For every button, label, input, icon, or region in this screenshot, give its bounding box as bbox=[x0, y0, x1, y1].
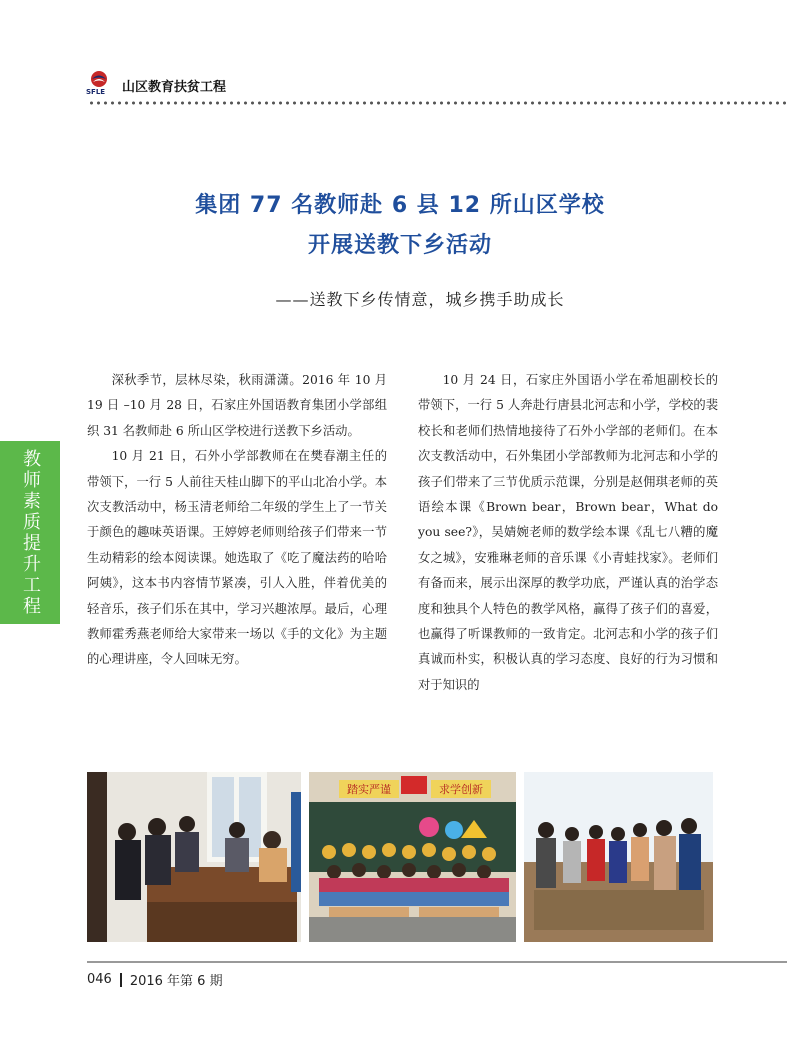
page-number: 046 bbox=[87, 972, 112, 987]
article-title-line1: 集团 77 名教师赴 6 县 12 所山区学校 bbox=[195, 193, 605, 218]
header-dotted-divider bbox=[88, 100, 788, 106]
page-header bbox=[88, 70, 226, 100]
article-subtitle: ——送教下乡传情意，城乡携手助成长 bbox=[275, 290, 565, 309]
article-title-line2: 开展送教下乡活动 bbox=[307, 233, 492, 258]
body-column-right bbox=[418, 368, 718, 698]
classroom-banner-left: 踏实严谨 bbox=[347, 783, 391, 796]
body-column-left bbox=[87, 368, 387, 673]
page-footer bbox=[87, 970, 223, 989]
issue-label: 2016 年第 6 期 bbox=[129, 974, 223, 989]
logo-text: SFLE bbox=[86, 88, 106, 96]
logo-swirl-icon bbox=[89, 70, 109, 88]
footer-divider bbox=[87, 961, 787, 963]
photo-meeting-room bbox=[87, 772, 301, 942]
footer-separator bbox=[120, 973, 122, 987]
paragraph: 深秋季节，层林尽染，秋雨潇潇。2016 年 10 月 19 日 –10 月 28 日，石家庄外国语教育集团小学部组织 31 名教师赴 6 所山区学校进行送教下乡活动。 bbox=[87, 373, 387, 438]
photo-outdoor-group bbox=[524, 772, 713, 942]
section-title: 山区教育扶贫工程 bbox=[122, 79, 227, 95]
paragraph: 10 月 21 日，石外小学部教师在在樊春潮主任的带领下，一行 5 人前往天桂山脚下的平山北冶小学。本次支教活动中，杨玉清老师给二年级的学生上了一节关于颜色的趣味英语课。王婷婷老师则给孩子们带来一节生动精彩的绘本阅读课。她选取了《吃了魔法药的哈哈阿姨》，这本书内容情节紧凑，引人入胜，伴着优美的轻音乐，孩子们乐在其中，学习兴趣浓厚。最后，心理教师霍秀燕老师给大家带来一场以《手的文化》为主题的心理讲座，令人回味无穷。 bbox=[87, 449, 387, 667]
photo-strip bbox=[87, 772, 713, 942]
photo-classroom bbox=[309, 772, 516, 942]
paragraph: 10 月 24 日，石家庄外国语小学在希旭副校长的带领下，一行 5 人奔赴行唐县北河志和小学，学校的裴校长和老师们热情地接待了石外小学部的老师们。在本次支教活动中，石外集团小学部教师为北河志和小学的孩子们带来了三节优质示范课，分别是赵佣琪老师的英语绘本课《Brown bear，Brown bear，What do you see?》，吴婧婉老师的数学绘本课《乱七八糟的魔女之城》，安雅琳老师的音乐课《小青蛙找家》。老师们有备而来，展示出深厚的教学功底，严谨认真的治学态度和独具个人特色的教学风格，赢得了孩子们的喜爱，也赢得了听课教师的一致肯定。北河志和小学的孩子们真诚而朴实，积极认真的学习态度、良好的行为习惯和对于知识的 bbox=[418, 373, 718, 692]
classroom-banner-right: 求学创新 bbox=[439, 783, 483, 796]
sfle-logo bbox=[88, 70, 112, 100]
side-tab-label: 教师素质提升工程 bbox=[20, 448, 41, 617]
section-side-tab bbox=[0, 441, 60, 624]
